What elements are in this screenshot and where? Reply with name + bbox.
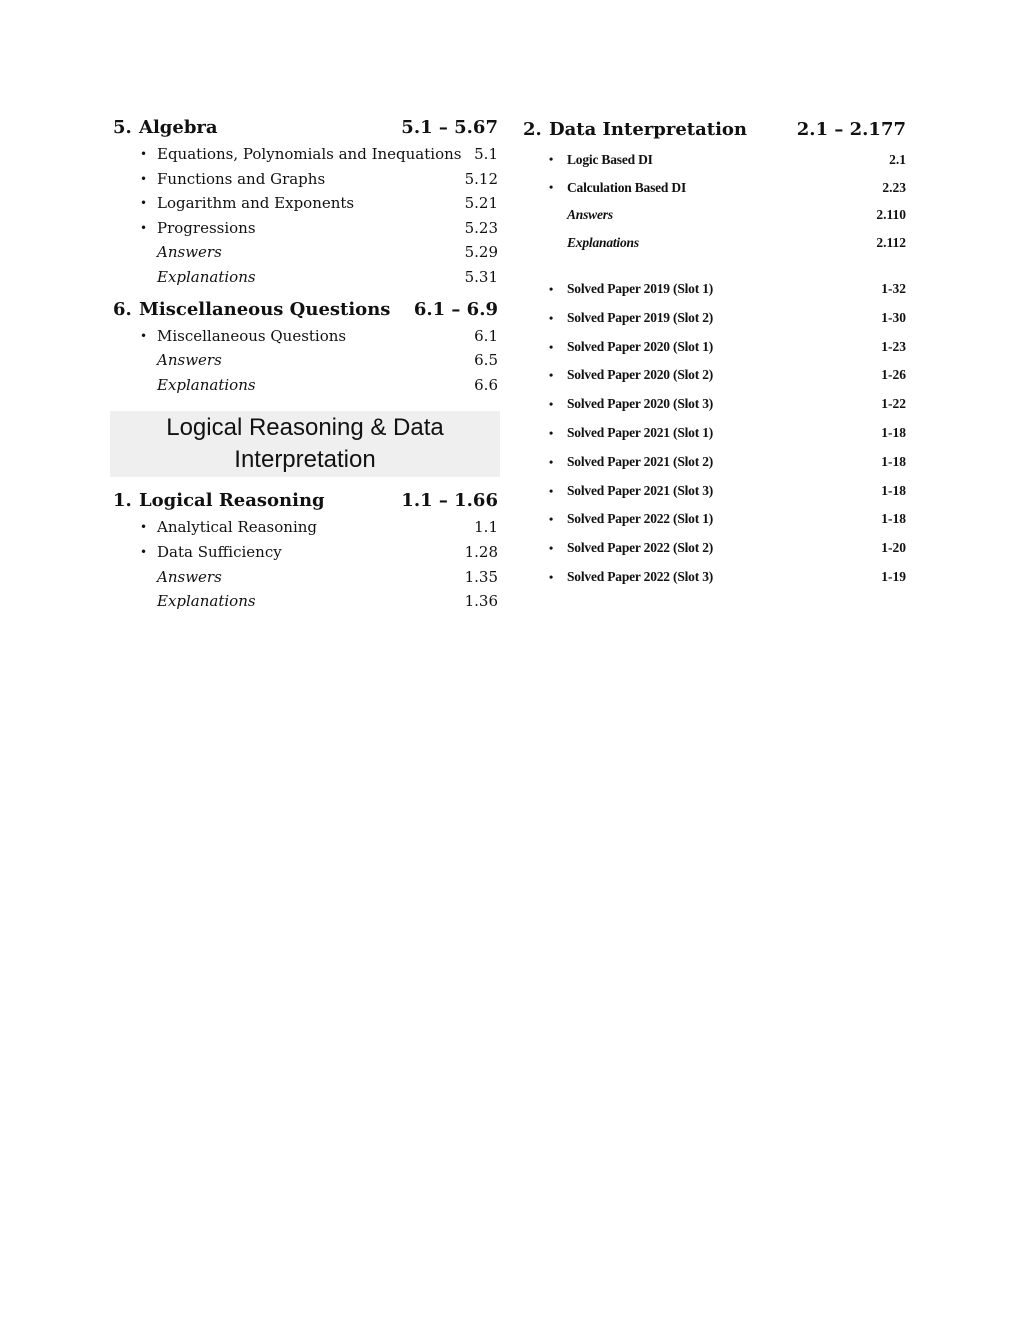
toc-right-column bbox=[523, 114, 906, 592]
toc-entry-label: Answers bbox=[157, 351, 222, 370]
toc-entry-label: • Solved Paper 2021 (Slot 2) bbox=[523, 448, 713, 477]
section-number: 1. bbox=[113, 490, 132, 512]
solved-paper-entry[interactable] bbox=[523, 304, 906, 333]
toc-entry-page: 5.21 bbox=[464, 194, 498, 213]
toc-entry-label: • Solved Paper 2021 (Slot 3) bbox=[523, 477, 713, 506]
toc-entry-page: 1-22 bbox=[881, 396, 906, 412]
toc-left-column bbox=[113, 114, 498, 614]
toc-entry-page: 1-20 bbox=[881, 540, 906, 556]
toc-entry-page: 1.28 bbox=[464, 542, 498, 561]
toc-entry-page: 6.1 bbox=[474, 326, 498, 345]
toc-entry-page: 1-23 bbox=[881, 338, 906, 354]
toc-entry-label: • Equations, Polynomials and Inequations bbox=[113, 142, 461, 167]
toc-entry-label: Explanations bbox=[157, 267, 256, 286]
toc-entry[interactable] bbox=[523, 201, 906, 229]
toc-section-logical-reasoning bbox=[113, 487, 498, 613]
toc-entry[interactable] bbox=[113, 240, 498, 265]
toc-entry-page: 1-19 bbox=[881, 568, 906, 584]
solved-paper-entry[interactable] bbox=[523, 534, 906, 563]
section-page-range: 1.1 – 1.66 bbox=[401, 490, 498, 512]
toc-entry[interactable] bbox=[113, 216, 498, 241]
part-banner-line: Logical Reasoning & Data bbox=[166, 414, 444, 442]
toc-entry-label: Explanations bbox=[157, 592, 256, 611]
solved-paper-entry[interactable] bbox=[523, 448, 906, 477]
toc-entry-label: • Calculation Based DI bbox=[523, 174, 686, 202]
section-heading[interactable] bbox=[113, 296, 498, 324]
toc-entry-page: 1-18 bbox=[881, 482, 906, 498]
toc-entry[interactable] bbox=[113, 265, 498, 290]
toc-entry[interactable] bbox=[113, 191, 498, 216]
toc-entry-page: 2.110 bbox=[876, 207, 906, 222]
toc-entry[interactable] bbox=[523, 174, 906, 202]
toc-entry-label: • Functions and Graphs bbox=[113, 167, 325, 192]
solved-paper-entry[interactable] bbox=[523, 275, 906, 304]
toc-entry-label: • Solved Paper 2020 (Slot 3) bbox=[523, 390, 713, 419]
toc-entry-label: Answers bbox=[567, 207, 613, 222]
toc-entry-page: 5.29 bbox=[464, 243, 498, 262]
toc-entry-page: 1.35 bbox=[464, 567, 498, 586]
solved-paper-entry[interactable] bbox=[523, 477, 906, 506]
toc-entry-page: 5.12 bbox=[464, 169, 498, 188]
part-banner-line: Interpretation bbox=[234, 446, 376, 474]
toc-entry[interactable] bbox=[113, 348, 498, 373]
solved-paper-entry[interactable] bbox=[523, 333, 906, 362]
toc-entry-page: 1.1 bbox=[474, 518, 498, 537]
section-heading[interactable] bbox=[113, 487, 498, 515]
toc-entry-page: 1-18 bbox=[881, 453, 906, 469]
toc-entry[interactable] bbox=[523, 146, 906, 174]
toc-entry-label: • Logic Based DI bbox=[523, 146, 653, 174]
toc-entry[interactable] bbox=[113, 515, 498, 540]
toc-entry-label: • Solved Paper 2022 (Slot 2) bbox=[523, 534, 713, 563]
toc-entry-page: 1.36 bbox=[464, 592, 498, 611]
toc-entry-page: 5.31 bbox=[464, 267, 498, 286]
toc-entry-page: 6.5 bbox=[474, 351, 498, 370]
toc-entry-page: 2.1 bbox=[889, 152, 906, 167]
solved-paper-entry[interactable] bbox=[523, 563, 906, 592]
section-title: Data Interpretation bbox=[549, 119, 748, 140]
toc-entry[interactable] bbox=[113, 565, 498, 590]
toc-entry-label: Explanations bbox=[157, 375, 256, 394]
toc-entry-page: 2.112 bbox=[876, 234, 906, 250]
toc-section-algebra bbox=[113, 114, 498, 290]
toc-entry-page: 1-18 bbox=[881, 424, 906, 440]
section-title: Logical Reasoning bbox=[139, 490, 325, 512]
toc-entry[interactable] bbox=[113, 540, 498, 565]
toc-entry-label: • Analytical Reasoning bbox=[113, 515, 317, 540]
section-title: Miscellaneous Questions bbox=[139, 298, 391, 320]
section-page-range: 5.1 – 5.67 bbox=[401, 117, 498, 138]
toc-section-miscellaneous bbox=[113, 296, 498, 398]
section-heading[interactable] bbox=[113, 114, 498, 142]
section-number: 5. bbox=[113, 117, 132, 138]
toc-entry-label: • Solved Paper 2022 (Slot 1) bbox=[523, 505, 713, 534]
toc-entry[interactable] bbox=[113, 589, 498, 614]
toc-entry-page: 1-26 bbox=[881, 367, 906, 383]
toc-entry-label: • Solved Paper 2021 (Slot 1) bbox=[523, 419, 713, 448]
solved-papers-list bbox=[523, 275, 906, 592]
toc-entry-label: • Solved Paper 2022 (Slot 3) bbox=[523, 563, 713, 592]
section-heading[interactable] bbox=[523, 114, 906, 146]
solved-paper-entry[interactable] bbox=[523, 390, 906, 419]
toc-entry-page: 1-32 bbox=[881, 281, 906, 296]
toc-entry-label: • Solved Paper 2020 (Slot 1) bbox=[523, 333, 713, 362]
toc-entry[interactable] bbox=[113, 142, 498, 167]
toc-entry-page: 5.23 bbox=[464, 218, 498, 237]
toc-entry-page: 5.1 bbox=[474, 145, 498, 163]
toc-entry-label: Answers bbox=[157, 567, 222, 586]
toc-entry-label: Answers bbox=[157, 243, 222, 262]
solved-paper-entry[interactable] bbox=[523, 505, 906, 534]
toc-entry-label: • Solved Paper 2019 (Slot 2) bbox=[523, 304, 713, 333]
section-number: 2. bbox=[523, 119, 542, 140]
toc-entry[interactable] bbox=[113, 167, 498, 192]
toc-entry-page: 1-18 bbox=[881, 511, 906, 527]
section-page-range: 2.1 – 2.177 bbox=[796, 119, 906, 140]
toc-entry-label: • Solved Paper 2019 (Slot 1) bbox=[523, 275, 713, 304]
section-number: 6. bbox=[113, 298, 132, 320]
toc-entry-label: • Logarithm and Exponents bbox=[113, 191, 354, 216]
toc-entry-label: Explanations bbox=[567, 234, 639, 250]
toc-entry-page: 2.23 bbox=[882, 179, 906, 195]
solved-paper-entry[interactable] bbox=[523, 361, 906, 390]
toc-entry[interactable] bbox=[113, 324, 498, 349]
part-banner bbox=[110, 411, 500, 477]
section-title: Algebra bbox=[139, 117, 218, 138]
toc-section-data-interpretation bbox=[523, 114, 906, 256]
toc-entry-label: • Miscellaneous Questions bbox=[113, 324, 346, 349]
toc-entry-page: 1-30 bbox=[881, 309, 906, 325]
toc-entry-page: 6.6 bbox=[474, 375, 498, 394]
toc-entry[interactable] bbox=[113, 373, 498, 398]
toc-entry-label: • Data Sufficiency bbox=[113, 540, 282, 565]
section-page-range: 6.1 – 6.9 bbox=[413, 298, 498, 320]
solved-paper-entry[interactable] bbox=[523, 419, 906, 448]
toc-entry-label: • Progressions bbox=[113, 216, 256, 241]
toc-entry-label: • Solved Paper 2020 (Slot 2) bbox=[523, 361, 713, 390]
toc-entry[interactable] bbox=[523, 229, 906, 257]
